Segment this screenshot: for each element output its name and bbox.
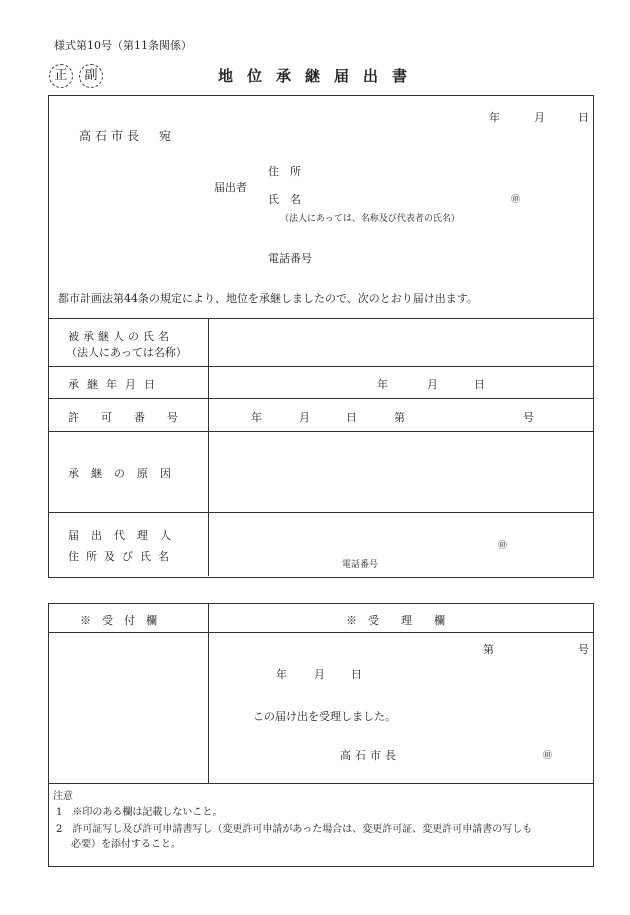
row-divider xyxy=(48,431,593,432)
permit-day-label: 日 xyxy=(346,411,357,424)
notes-divider xyxy=(48,783,593,784)
permit-dai-label: 第 xyxy=(394,411,405,424)
applicant-seal-mark: ㊞ xyxy=(511,195,521,205)
reception-column-divider xyxy=(208,603,209,783)
addressee: 高石市長 宛 xyxy=(79,129,176,143)
reception-header-left: ※ 受 付 欄 xyxy=(80,614,157,627)
note-item-2-continued: 必要）を添付すること。 xyxy=(71,839,181,850)
applicant-corp-note: （法人にあっては、名称及び代表者の氏名） xyxy=(280,214,460,224)
note-item-1: 1 ※印のある欄は記載しないこと。 xyxy=(56,807,223,818)
succession-year-label: 年 xyxy=(377,378,388,391)
reception-month-label: 月 xyxy=(314,668,325,681)
notes-heading: 注意 xyxy=(53,791,73,802)
reception-go-label: 号 xyxy=(578,643,589,656)
document-title: 地位承継届出書 xyxy=(218,67,422,85)
succession-day-label: 日 xyxy=(474,378,485,391)
heir-name-sub-label: （法人にあっては名称） xyxy=(66,346,187,359)
reception-year-label: 年 xyxy=(276,668,287,681)
succession-month-label: 月 xyxy=(427,378,438,391)
row-divider xyxy=(48,512,593,513)
permit-year-label: 年 xyxy=(251,411,262,424)
permit-month-label: 月 xyxy=(299,411,310,424)
applicant-name-label: 氏 名 xyxy=(268,193,301,206)
note-item-2: 2 許可証写し及び許可申請書写し（変更許可申請があった場合は、変更許可証、変更許可申請書の写しも xyxy=(56,824,533,835)
date-day-label: 日 xyxy=(578,111,589,124)
reception-header-divider xyxy=(48,632,593,633)
reception-mayor-label: 高石市長 xyxy=(340,749,400,762)
agent-address-name-label: 住所及び氏名 xyxy=(68,550,176,563)
duplicate-copy-mark: 副 xyxy=(79,64,103,88)
date-year-label: 年 xyxy=(489,111,500,124)
permit-number-label: 許可番号 xyxy=(68,411,200,424)
agent-label: 届出代理人 xyxy=(68,529,183,542)
applicant-phone-label: 電話番号 xyxy=(268,252,312,265)
applicant-address-label: 住 所 xyxy=(268,165,301,178)
row-divider xyxy=(48,318,593,319)
agent-phone-label: 電話番号 xyxy=(342,560,379,570)
succession-date-label: 承継年月日 xyxy=(68,378,163,391)
applicant-label: 届出者 xyxy=(214,181,247,194)
reception-accepted-text: この届け出を受理しました。 xyxy=(253,710,396,723)
reception-seal-mark: ㊞ xyxy=(543,751,553,761)
heir-name-label: 被承継人の氏名 xyxy=(68,330,173,343)
reception-header-right: ※ 受 理 欄 xyxy=(346,614,445,627)
agent-seal-mark: ㊞ xyxy=(498,541,508,551)
row-divider xyxy=(48,366,593,367)
reception-dai-label: 第 xyxy=(483,643,494,656)
permit-go-label: 号 xyxy=(523,411,534,424)
row-divider xyxy=(48,398,593,399)
statement-text: 都市計画法第44条の規定により、地位を承継しましたので、次のとおり届け出ます。 xyxy=(58,292,478,305)
original-copy-mark: 正 xyxy=(49,64,73,88)
succession-cause-label: 承継の原因 xyxy=(68,467,183,480)
form-number: 様式第10号（第11条関係） xyxy=(54,39,192,52)
date-month-label: 月 xyxy=(534,111,545,124)
reception-day-label: 日 xyxy=(351,668,362,681)
column-divider xyxy=(208,318,209,576)
